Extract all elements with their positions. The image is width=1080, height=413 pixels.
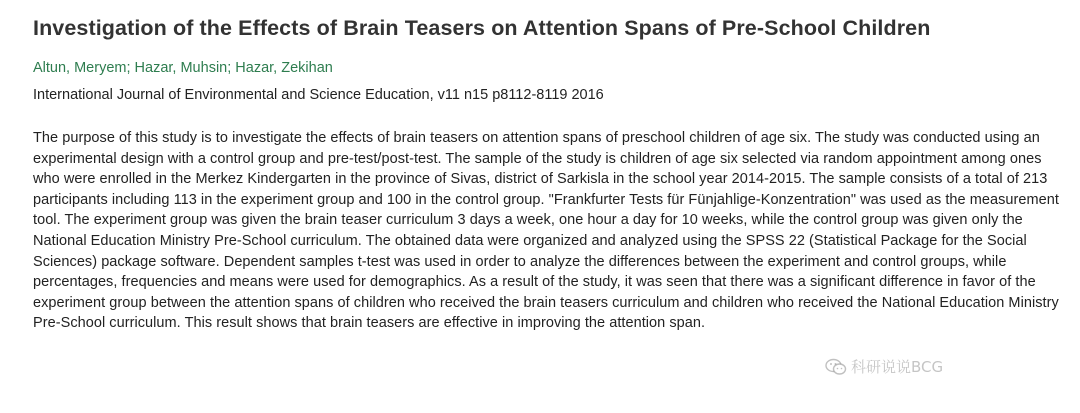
author-link-hazar-muhsin[interactable]: Hazar, Muhsin <box>134 60 228 76</box>
publication-source: International Journal of Environmental and Science Education, v11 n15 p8112-8119 2016 <box>33 87 604 103</box>
author-separator: ; <box>126 60 131 76</box>
record-title[interactable]: Investigation of the Effects of Brain Teasers on Attention Spans of Pre-School Children <box>33 16 931 40</box>
watermark <box>825 356 943 377</box>
author-link-altun[interactable]: Altun, Meryem <box>33 60 127 76</box>
watermark-text: 科研说说BCG <box>851 358 944 376</box>
author-separator: ; <box>227 60 232 76</box>
search-result-record <box>33 0 1063 348</box>
abstract-text: The purpose of this study is to investigate the effects of brain teasers on attention spans of preschool children of age six. The study was conducted using an experimental design with a control group and pre-test/post-test. The sample of the study is children of age six selected via random appointment among ones who were enrolled in the Merkez Kindergarten in the province of Sivas, district of Sarkisla in the school year 2014-2015. The sample consists of a total of 213 participants including 113 in the experiment group and 100 in the control group. "Frankfurter Tests für Fünjahlige-Konzentration" was used as the measurement tool. The experiment group was given the brain teaser curriculum 3 days a week, one hour a day for 10 weeks, while the control group was given only the National Education Ministry Pre-School curriculum. The obtained data were organized and analyzed using the SPSS 22 (Statistical Package for the Social Sciences) package software. Dependent samples t-test was used in order to analyze the differences between the experiment and control groups, while percentages, frequencies and means were used for demographics. As a result of the study, it was seen that there was a significant difference in favor of the experiment group between the attention spans of children who received the brain teasers curriculum and children who received the National Education Ministry Pre-School curriculum. This result shows that brain teasers are effective in improving the attention span. <box>33 130 1059 332</box>
wechat-icon <box>825 358 847 376</box>
author-list <box>33 57 1063 79</box>
author-link-hazar-zekihan[interactable]: Hazar, Zekihan <box>235 60 333 76</box>
